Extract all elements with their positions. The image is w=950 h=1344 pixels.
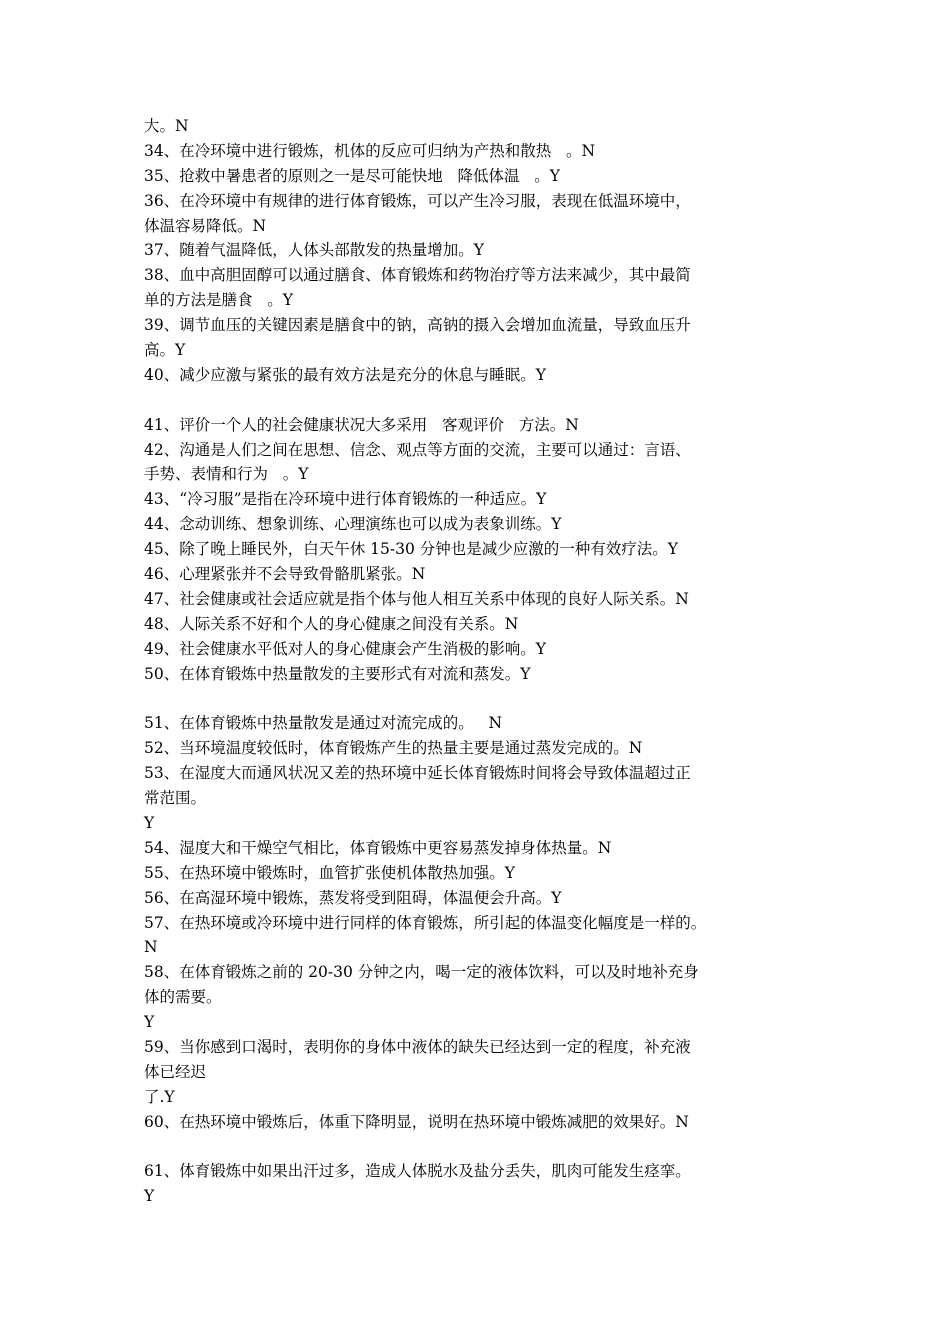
text-line: 54、湿度大和干燥空气相比，体育锻炼中更容易蒸发掉身体热量。N (144, 838, 612, 857)
text-line: 48、人际关系不好和个人的身心健康之间没有关系。N (144, 614, 519, 633)
text-line: Y (144, 1187, 155, 1206)
text-line: 45、除了晚上睡民外，白天午休 15-30 分钟也是减少应激的一种有效疗法。Y (144, 540, 678, 559)
text-line: 单的方法是膳食 。Y (144, 291, 294, 310)
text-line: 手势、表情和行为 。Y (144, 465, 309, 484)
text-line: 43、“冷习服”是指在冷环境中进行体育锻炼的一种适应。Y (144, 490, 547, 509)
text-line: 53、在湿度大而通风状况又差的热环境中延长体育锻炼时间将会导致体温超过正 (144, 764, 691, 783)
text-line: 46、心理紧张并不会导致骨骼肌紧张。N (144, 565, 426, 584)
text-line: Y (144, 813, 155, 832)
text-line: 57、在热环境或冷环境中进行同样的体育锻炼，所引起的体温变化幅度是一样的。 (144, 913, 707, 932)
text-line: Y (144, 1013, 155, 1032)
text-line: 50、在体育锻炼中热量散发的主要形式有对流和蒸发。Y (144, 664, 531, 683)
text-line: 52、当环境温度较低时，体育锻炼产生的热量主要是通过蒸发完成的。N (144, 739, 643, 758)
text-line: 40、减少应激与紧张的最有效方法是充分的休息与睡眠。Y (144, 365, 546, 384)
document-page (144, 114, 824, 1209)
question-block-2 (144, 413, 824, 687)
text-line: 38、血中高胆固醇可以通过膳食、体育锻炼和药物治疗等方法来减少，其中最简 (144, 266, 691, 285)
text-line: 高。Y (144, 341, 186, 360)
text-line: 47、社会健康或社会适应就是指个体与他人相互关系中体现的良好人际关系。N (144, 589, 689, 608)
text-line: 36、在冷环境中有规律的进行体育锻炼，可以产生冷习服，表现在低温环境中， (144, 191, 691, 210)
text-line: 58、在体育锻炼之前的 20-30 分钟之内，喝一定的液体饮料，可以及时地补充身 (144, 963, 699, 982)
text-line: 42、沟通是人们之间在思想、信念、观点等方面的交流，主要可以通过：言语、 (144, 440, 691, 459)
question-block-1 (144, 114, 824, 388)
text-line: 体已经迟 (144, 1062, 207, 1081)
text-line: 35、抢救中暑患者的原则之一是尽可能快地 降低体温 。Y (144, 166, 561, 185)
text-line: 55、在热环境中锻炼时，血管扩张使机体散热加强。Y (144, 863, 515, 882)
text-line: N (144, 938, 158, 957)
text-line: 体的需要。 (144, 988, 222, 1007)
text-line: 61、体育锻炼中如果出汗过多，造成人体脱水及盐分丢失，肌肉可能发生痉挛。 (144, 1162, 691, 1181)
question-block-4 (144, 1159, 824, 1209)
text-line: 体温容易降低。N (144, 216, 267, 235)
text-line: 常范围。 (144, 789, 207, 808)
text-line: 41、评价一个人的社会健康状况大多采用 客观评价 方法。N (144, 415, 579, 434)
text-line: 44、念动训练、想象训练、心理演练也可以成为表象训练。Y (144, 515, 562, 534)
text-line: 34、在冷环境中进行锻炼，机体的反应可归纳为产热和散热 。N (144, 141, 596, 160)
block-spacer (144, 686, 824, 711)
text-line: 51、在体育锻炼中热量散发是通过对流完成的。 N (144, 714, 503, 733)
question-block-3 (144, 711, 824, 1134)
text-line: 56、在高湿环境中锻炼，蒸发将受到阻碍，体温便会升高。Y (144, 888, 562, 907)
text-line: 了.Y (144, 1087, 175, 1106)
text-line: 49、社会健康水平低对人的身心健康会产生消极的影响。Y (144, 639, 546, 658)
text-line: 60、在热环境中锻炼后，体重下降明显，说明在热环境中锻炼减肥的效果好。N (144, 1112, 689, 1131)
text-line: 39、调节血压的关键因素是膳食中的钠，高钠的摄入会增加血流量，导致血压升 (144, 316, 691, 335)
text-line: 59、当你感到口渴时，表明你的身体中液体的缺失已经达到一定的程度，补充液 (144, 1037, 691, 1056)
text-line: 37、随着气温降低，人体头部散发的热量增加。Y (144, 241, 484, 260)
block-spacer (144, 1135, 824, 1160)
block-spacer (144, 388, 824, 413)
text-line: 大。N (144, 117, 189, 135)
